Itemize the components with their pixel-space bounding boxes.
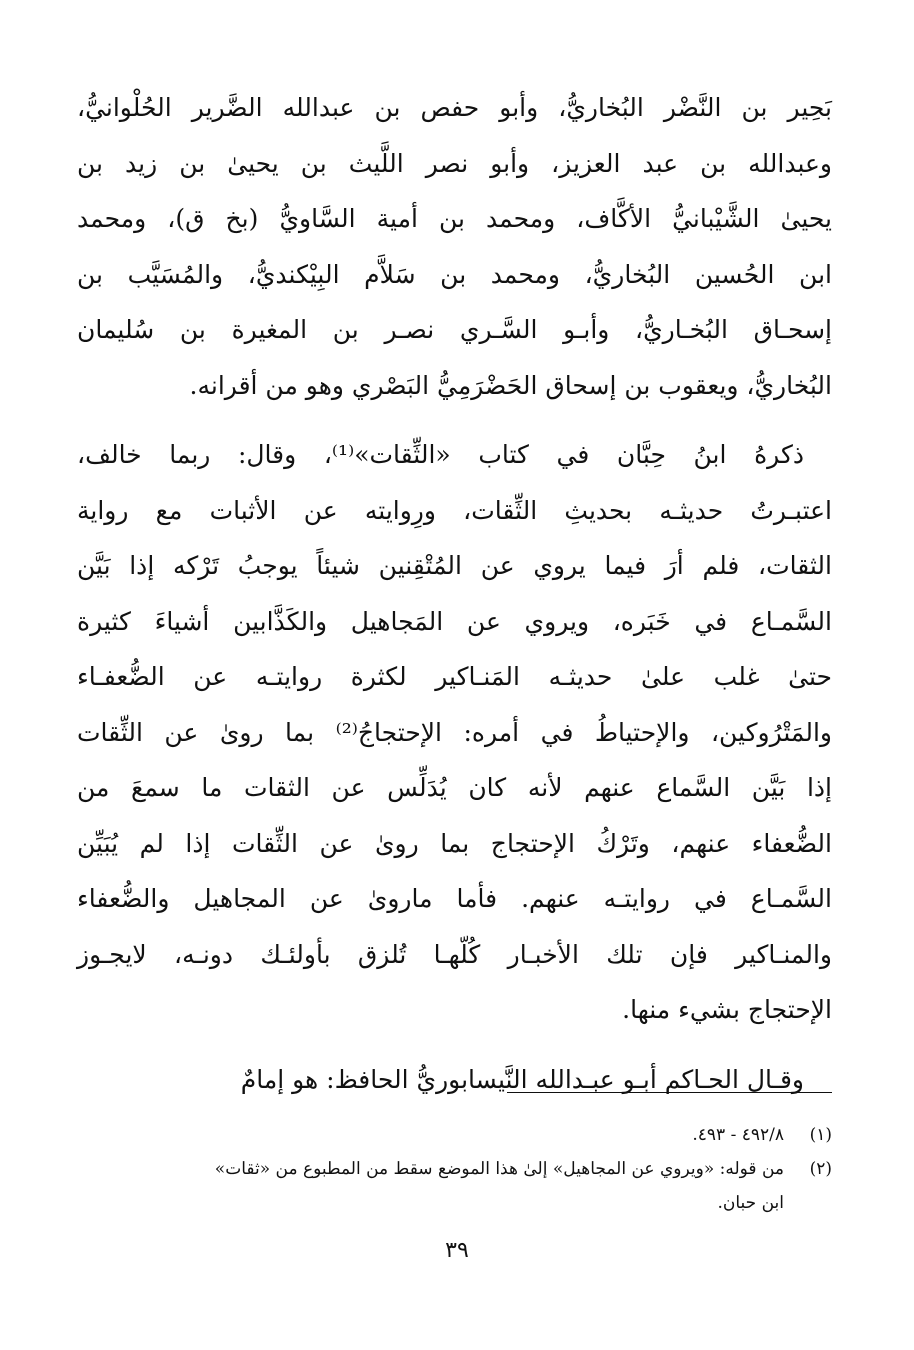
text-line: الضُّعفاء عنهم، وتَرْكُ الإحتجاج بما روىٰ عن الثِّقات إذا لم يُبَيِّن <box>77 828 832 858</box>
text-line: إذا بَيَّن السَّماع عنهم لأنه كان يُدَلِّس عن الثقات ما سمعَ من <box>77 773 832 802</box>
footnote-number: (٢) <box>809 1159 832 1179</box>
text-line: السَّمـاع في خَبَره، ويروي عن المَجاهيل والكَذَّابين أشياءَ كثيرة <box>77 606 832 636</box>
text-line: والمنـاكير فإن تلك الأخبـار كُلّهـا تُلزق بأولئـك دونـه، لايجـوز <box>77 939 832 969</box>
footnote-divider <box>507 1092 832 1093</box>
footnote-text: من قوله: «ويروي عن المجاهيل» إلىٰ هذا الموضع سقط من المطبوع من «ثقات» <box>214 1159 784 1179</box>
paragraph-ibn-hibban <box>77 427 832 1038</box>
text-line: بَحِير بن النَّضْر البُخاريُّ، وأبو حفص بن عبدالله الضَّرير الحُلْوانيُّ، <box>77 93 832 122</box>
footnote-1 <box>77 1118 832 1152</box>
paragraph-al-hakim <box>77 1052 832 1108</box>
text-line: وقـال الحـاكم أبـو عبـدالله النَّيسابوريُّ الحافظ: هو إمامٌ <box>240 1064 804 1094</box>
text-line: اعتبـرتُ حديثـه بحديثِ الثِّقات، ورِوايته عن الأثبات مع رواية <box>77 495 832 525</box>
text-line: ذكرهُ ابنُ حِبَّان في كتاب «الثِّقات»⁽¹⁾، وقال: ربما خالف، <box>77 440 805 469</box>
text-line: السَّمـاع في روايتـه عنهم. فأما ماروىٰ عن المجاهيل والضُّعفاء <box>77 884 832 913</box>
text-line: إسحـاق البُخـاريُّ، وأبـو السَّـري نصـر بن المغيرة بن سُليمان <box>77 315 832 344</box>
text-line: وعبدالله بن عبد العزيز، وأبو نصر اللَّيث بن يحيىٰ بن زيد بن <box>77 148 832 178</box>
paragraph-narrators <box>77 80 832 413</box>
text-line: البُخاريُّ، ويعقوب بن إسحاق الحَضْرَمِيُّ البَصْري وهو من أقرانه. <box>189 370 832 400</box>
footnote-number: (١) <box>809 1125 832 1145</box>
footnote-text: ٤٩٢/٨ - ٤٩٣. <box>692 1125 784 1145</box>
footnote-2 <box>77 1152 832 1186</box>
text-line: ابن الحُسين البُخاريُّ، ومحمد بن سَلاَّم البِيْكنديُّ، والمُسَيَّب بن <box>77 259 832 289</box>
footnotes <box>77 1118 832 1220</box>
footnote-text-continued: ابن حبان. <box>717 1193 784 1213</box>
text-line: الثقات، فلم أرَ فيما يروي عن المُتْقِنين شيئاً يوجبُ تَرْكه إذا بَيَّن <box>77 551 832 580</box>
page-number: ٣٩ <box>445 1238 469 1263</box>
text-line: حتىٰ غلب علىٰ حديثـه المَنـاكير لكثرة روايتـه عن الضُّعفـاء <box>77 662 832 691</box>
text-line: الإحتجاج بشيء منها. <box>622 995 832 1024</box>
main-text <box>77 80 832 1121</box>
text-line: والمَتْرُوكين، والإحتياطُ في أمره: الإحتجاجُ⁽²⁾ بما روىٰ عن الثِّقات <box>77 717 832 747</box>
text-line: يحيىٰ الشَّيْبانيُّ الأكَّاف، ومحمد بن أمية السَّاويُّ (بخ ق)، ومحمد <box>77 204 832 233</box>
